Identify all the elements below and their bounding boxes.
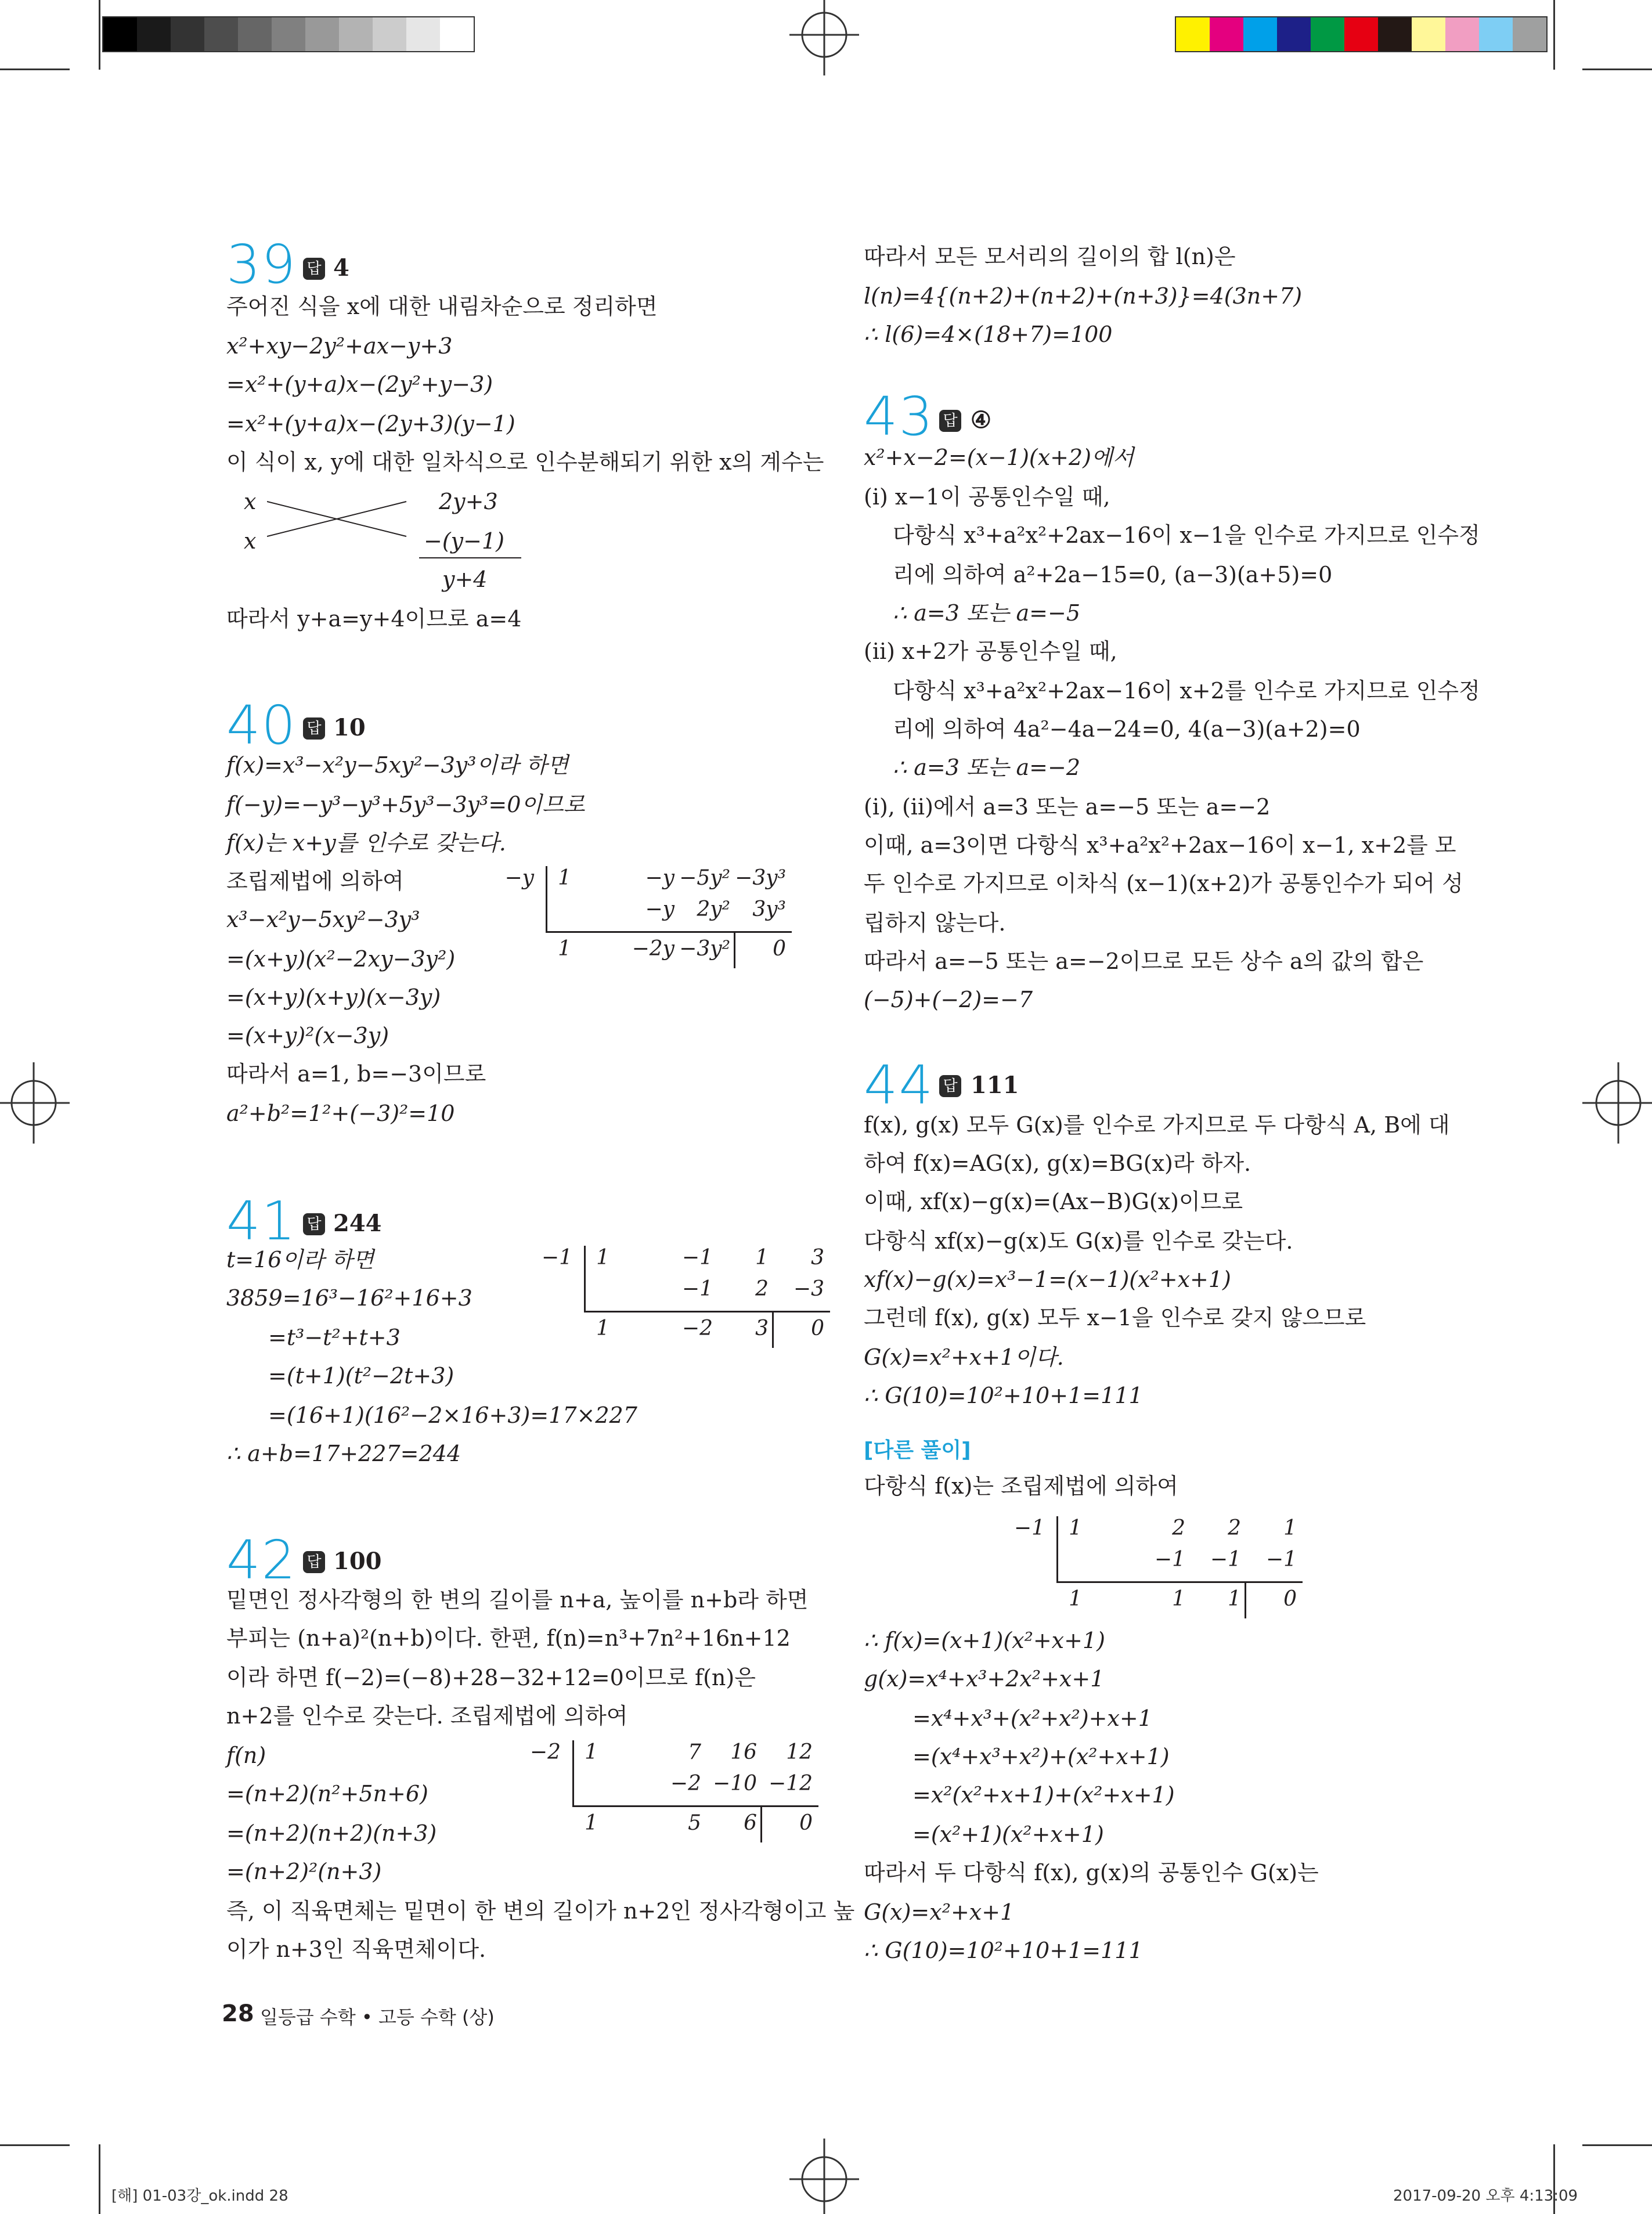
synth-remainder-box [760, 1805, 762, 1842]
math-line: =t³−t²+t+3 [268, 1325, 401, 1350]
math-line: g(x)=x⁴+x³+2x²+x+1 [864, 1666, 1105, 1692]
synth-remainder-box [734, 931, 735, 968]
grayscale-bar [102, 16, 475, 52]
page-title: 일등급 수학 • 고등 수학 (상) [260, 2006, 495, 2028]
synth-cell: −2y [632, 937, 674, 961]
math-line: =(16+1)(16²−2×16+3)=17×227 [268, 1402, 637, 1428]
math-line: G(x)=x²+x+1 [864, 1899, 1015, 1925]
synth-divider [1056, 1516, 1058, 1582]
crop-mark [0, 68, 70, 70]
color-bar [1175, 16, 1548, 52]
text-line: 부피는 (n+a)²(n+b)이다. 한편, f(n)=n³+7n²+16n+12 [226, 1625, 791, 1651]
math-line: ∴ a+b=17+227=244 [226, 1441, 461, 1466]
synth-cell: 1 [596, 1246, 609, 1270]
synth-cell: 0 [773, 937, 786, 961]
color-swatch [406, 17, 440, 51]
color-swatch [1344, 17, 1378, 51]
math-line: =(x⁴+x³+x²)+(x²+x+1) [912, 1744, 1170, 1769]
synth-rule [546, 931, 792, 933]
text-line: 다항식 f(x)는 조립제법에 의하여 [864, 1473, 1178, 1499]
color-swatch [1479, 17, 1513, 51]
math-line: f(n) [226, 1743, 266, 1768]
text-line: 립하지 않는다. [864, 910, 1006, 936]
text-line: 하여 f(x)=AG(x), g(x)=BG(x)라 하자. [864, 1151, 1251, 1176]
math-line: ∴ G(10)=10²+10+1=111 [864, 1383, 1143, 1408]
text-line: 이라 하면 f(−2)=(−8)+28−32+12=0이므로 f(n)은 [226, 1665, 756, 1690]
color-swatch [1311, 17, 1344, 51]
synth-divider [546, 866, 547, 932]
text-line: 이가 n+3인 직육면체이다. [226, 1937, 486, 1962]
text-line: (ⅱ) x+2가 공통인수일 때, [864, 639, 1117, 664]
math-line: l(n)=4{(n+2)+(n+2)+(n+3)}=4(3n+7) [864, 283, 1303, 309]
text-line: 이때, a=3이면 다항식 x³+a²x²+2ax−16이 x−1, x+2를 모 [864, 832, 1456, 858]
synth-cell: −12 [769, 1772, 813, 1795]
text-line: 조립제법에 의하여 [226, 868, 404, 894]
synthetic-division-table [499, 866, 789, 965]
text-line: n+2를 인수로 갖는다. 조립제법에 의하여 [226, 1703, 628, 1729]
synth-cell: 1 [585, 1811, 598, 1835]
synth-cell: −y [645, 866, 674, 890]
math-line: =(n+2)(n+2)(n+3) [226, 1820, 437, 1846]
synth-cell: 1 [558, 937, 571, 961]
text-line: 이 식이 x, y에 대한 일차식으로 인수분해되기 위한 x의 계수는 [226, 449, 824, 475]
synth-root: −1 [541, 1246, 572, 1270]
math-line: ∴ G(10)=10²+10+1=111 [864, 1938, 1143, 1963]
synth-cell: −5y² [679, 866, 730, 890]
answer-badge: 답 [939, 410, 961, 432]
synth-cell: 1 [1283, 1516, 1297, 1540]
color-swatch [1445, 17, 1479, 51]
math-line: x³−x²y−5xy²−3y³ [226, 907, 420, 932]
synth-cell: −y [645, 897, 674, 921]
synth-cell: −1 [1154, 1548, 1185, 1571]
color-swatch [373, 17, 406, 51]
color-swatch [238, 17, 272, 51]
crop-mark [1582, 68, 1652, 70]
text-line: 다항식 x³+a²x²+2ax−16이 x+2를 인수로 가지므로 인수정 [893, 678, 1480, 704]
synth-rule [1056, 1581, 1303, 1583]
synth-root: −2 [529, 1740, 561, 1764]
answer-value: ④ [971, 406, 991, 434]
synth-cell: 1 [755, 1246, 769, 1270]
text-line: 따라서 모든 모서리의 길이의 합 l(n)은 [864, 244, 1236, 269]
math-line: f(x)=x³−x²y−5xy²−3y³이라 하면 [226, 752, 569, 778]
math-line: =x²+(y+a)x−(2y+3)(y−1) [226, 411, 515, 437]
math-line: x²+xy−2y²+ax−y+3 [226, 333, 453, 359]
color-swatch [137, 17, 171, 51]
registration-target-icon [784, 0, 865, 81]
synth-cell: 3 [755, 1317, 769, 1340]
synth-cell: −10 [713, 1772, 757, 1795]
date-footer: 2017-09-20 오후 4:13:09 [1393, 2187, 1578, 2205]
synth-cell: 1 [596, 1317, 609, 1340]
registration-target-icon [784, 2133, 865, 2214]
synth-cell: 1 [1069, 1516, 1082, 1540]
math-line: xf(x)−g(x)=x³−1=(x−1)(x²+x+1) [864, 1267, 1231, 1292]
color-swatch [305, 17, 339, 51]
crop-mark [0, 2144, 70, 2146]
problem-number: 44 [864, 1054, 935, 1116]
text-line: 두 인수로 가지므로 이차식 (x−1)(x+2)가 공통인수가 되어 성 [864, 871, 1463, 896]
synth-cell: 0 [799, 1811, 813, 1835]
synth-cell: 1 [585, 1740, 598, 1764]
synth-cell: −2 [681, 1317, 713, 1340]
sum-rule [419, 557, 521, 558]
problem-number: 43 [864, 385, 935, 448]
answer-value: 10 [333, 714, 366, 741]
text-line: 밑면인 정사각형의 한 변의 길이를 n+a, 높이를 n+b라 하면 [226, 1587, 809, 1613]
synth-rule [572, 1805, 818, 1807]
synth-cell: 0 [1283, 1587, 1297, 1611]
text-line: 즉, 이 직육면체는 밑면이 한 변의 길이가 n+2인 정사각형이고 높 [226, 1898, 855, 1924]
synth-root: −1 [1013, 1516, 1045, 1540]
synth-divider [584, 1246, 586, 1312]
math-line: ∴ f(x)=(x+1)(x²+x+1) [864, 1628, 1105, 1653]
synth-divider [572, 1740, 574, 1806]
math-line: =(x²+1)(x²+x+1) [912, 1822, 1104, 1847]
color-swatch [204, 17, 238, 51]
synth-cell: 1 [558, 866, 571, 890]
synth-cell: −1 [681, 1277, 713, 1301]
synth-cell: 2 [1228, 1516, 1241, 1540]
math-line: ∴ a=3 또는 a=−2 [893, 755, 1081, 780]
text-line: 다항식 x³+a²x²+2ax−16이 x−1을 인수로 가지므로 인수정 [893, 522, 1480, 548]
math-line: G(x)=x²+x+1이다. [864, 1344, 1064, 1370]
answer-badge: 답 [303, 1213, 325, 1235]
math-line: x²+x−2=(x−1)(x+2)에서 [864, 445, 1134, 470]
text-line: (ⅰ) x−1이 공통인수일 때, [864, 484, 1110, 510]
synthetic-division-table [526, 1740, 816, 1839]
text-line: 리에 의하여 a²+2a−15=0, (a−3)(a+5)=0 [893, 562, 1333, 587]
synth-cell: 3 [811, 1246, 824, 1270]
synth-cell: 5 [688, 1811, 701, 1835]
synth-cell: 1 [1172, 1587, 1185, 1611]
synth-cell: 1 [1069, 1587, 1082, 1611]
text-line: 따라서 a=−5 또는 a=−2이므로 모든 상수 a의 값의 합은 [864, 949, 1424, 974]
answer-value: 4 [333, 254, 349, 282]
registration-target-icon [1582, 1062, 1652, 1144]
problem-number: 41 [226, 1190, 297, 1252]
synth-cell: 3y³ [752, 897, 786, 921]
synth-cell: −1 [1210, 1548, 1241, 1571]
synth-rule [584, 1311, 830, 1312]
math-line: f(−y)=−y³−y³+5y³−3y³=0이므로 [226, 792, 585, 817]
color-swatch [1412, 17, 1445, 51]
crop-mark [99, 0, 100, 70]
math-line: =(n+2)(n²+5n+6) [226, 1781, 428, 1806]
synth-remainder-box [1245, 1581, 1246, 1618]
math-line: =(x+y)²(x−3y) [226, 1023, 389, 1048]
cross-right: 2y+3 [439, 489, 498, 514]
synth-cell: 2 [755, 1277, 769, 1301]
math-line: (−5)+(−2)=−7 [864, 987, 1033, 1012]
synth-cell: 16 [730, 1740, 757, 1764]
math-line: f(x)는 x+y를 인수로 갖는다. [226, 830, 506, 856]
answer-value: 111 [971, 1072, 1019, 1099]
answer-badge: 답 [303, 258, 325, 280]
text-line: 그런데 f(x), g(x) 모두 x−1을 인수로 갖지 않으므로 [864, 1305, 1366, 1330]
other-solution-label: [다른 풀이] [864, 1438, 971, 1462]
cross-lines [267, 498, 412, 540]
synth-remainder-box [772, 1311, 774, 1348]
crop-mark [1582, 2144, 1652, 2146]
color-swatch [272, 17, 305, 51]
color-swatch [1243, 17, 1277, 51]
answer-badge: 답 [303, 1551, 325, 1573]
color-swatch [1513, 17, 1546, 51]
math-line: t=16이라 하면 [226, 1247, 374, 1272]
color-swatch [171, 17, 204, 51]
answer-value: 100 [333, 1548, 382, 1575]
text-line: 따라서 두 다항식 f(x), g(x)의 공통인수 G(x)는 [864, 1860, 1319, 1885]
math-line: =x²(x²+x+1)+(x²+x+1) [912, 1782, 1175, 1808]
text-line: f(x), g(x) 모두 G(x)를 인수로 가지므로 두 다항식 A, B에 대 [864, 1112, 1450, 1138]
synth-cell: 2y² [697, 897, 730, 921]
answer-badge: 답 [303, 717, 325, 740]
math-line: =x²+(y+a)x−(2y²+y−3) [226, 372, 493, 397]
math-line: a²+b²=1²+(−3)²=10 [226, 1101, 455, 1126]
synth-root: −y [504, 866, 534, 890]
math-line: 3859=16³−16²+16+3 [226, 1285, 472, 1311]
synthetic-division-table [538, 1246, 828, 1344]
problem-number: 42 [226, 1529, 297, 1591]
problem-number: 39 [226, 233, 297, 295]
color-swatch [1277, 17, 1311, 51]
math-line: ∴ a=3 또는 a=−5 [893, 600, 1081, 626]
cross-sum: y+4 [442, 567, 488, 592]
synth-cell: −1 [1265, 1548, 1297, 1571]
math-line: =(x+y)(x²−2xy−3y²) [226, 946, 456, 972]
synth-cell: −3 [793, 1277, 824, 1301]
synth-cell: −3y³ [735, 866, 786, 890]
color-swatch [1378, 17, 1412, 51]
color-swatch [1176, 17, 1210, 51]
text-line: 이때, xf(x)−g(x)=(Ax−B)G(x)이므로 [864, 1189, 1243, 1214]
cross-left: x [244, 528, 257, 554]
synth-cell: 7 [688, 1740, 701, 1764]
text-line: 따라서 a=1, b=−3이므로 [226, 1061, 486, 1087]
crop-mark [1553, 0, 1555, 70]
synth-cell: 12 [786, 1740, 813, 1764]
synth-cell: −2 [670, 1772, 701, 1795]
synth-cell: 2 [1172, 1516, 1185, 1540]
synth-cell: 6 [744, 1811, 757, 1835]
file-footer: [해] 01-03강_ok.indd 28 [111, 2187, 288, 2205]
cross-left: x [244, 489, 257, 514]
problem-number: 40 [226, 694, 297, 756]
synth-cell: −1 [681, 1246, 713, 1270]
answer-badge: 답 [939, 1075, 961, 1097]
color-swatch [1210, 17, 1243, 51]
answer-value: 244 [333, 1210, 382, 1237]
text-line: 리에 의하여 4a²−4a−24=0, 4(a−3)(a+2)=0 [893, 716, 1361, 742]
math-line: =(n+2)²(n+3) [226, 1859, 382, 1884]
text-line: 주어진 식을 x에 대한 내림차순으로 정리하면 [226, 294, 658, 319]
page-number: 28 [222, 2000, 254, 2027]
text-line: 다항식 xf(x)−g(x)도 G(x)를 인수로 갖는다. [864, 1228, 1293, 1254]
synth-cell: 1 [1228, 1587, 1241, 1611]
registration-target-icon [0, 1062, 70, 1144]
math-line: =(t+1)(t²−2t+3) [268, 1363, 455, 1389]
text-line: (ⅰ), (ⅱ)에서 a=3 또는 a=−5 또는 a=−2 [864, 794, 1271, 820]
color-swatch [440, 17, 474, 51]
math-line: =(x+y)(x+y)(x−3y) [226, 985, 441, 1010]
text-line: 따라서 y+a=y+4이므로 a=4 [226, 606, 522, 632]
math-line: ∴ l(6)=4×(18+7)=100 [864, 322, 1113, 347]
color-swatch [103, 17, 137, 51]
cross-right: −(y−1) [424, 528, 504, 554]
synth-cell: −3y² [679, 937, 730, 961]
math-line: =x⁴+x³+(x²+x²)+x+1 [912, 1705, 1152, 1731]
color-swatch [339, 17, 373, 51]
crop-mark [99, 2144, 100, 2214]
synth-cell: 0 [811, 1317, 824, 1340]
synthetic-division-table [1010, 1516, 1300, 1615]
